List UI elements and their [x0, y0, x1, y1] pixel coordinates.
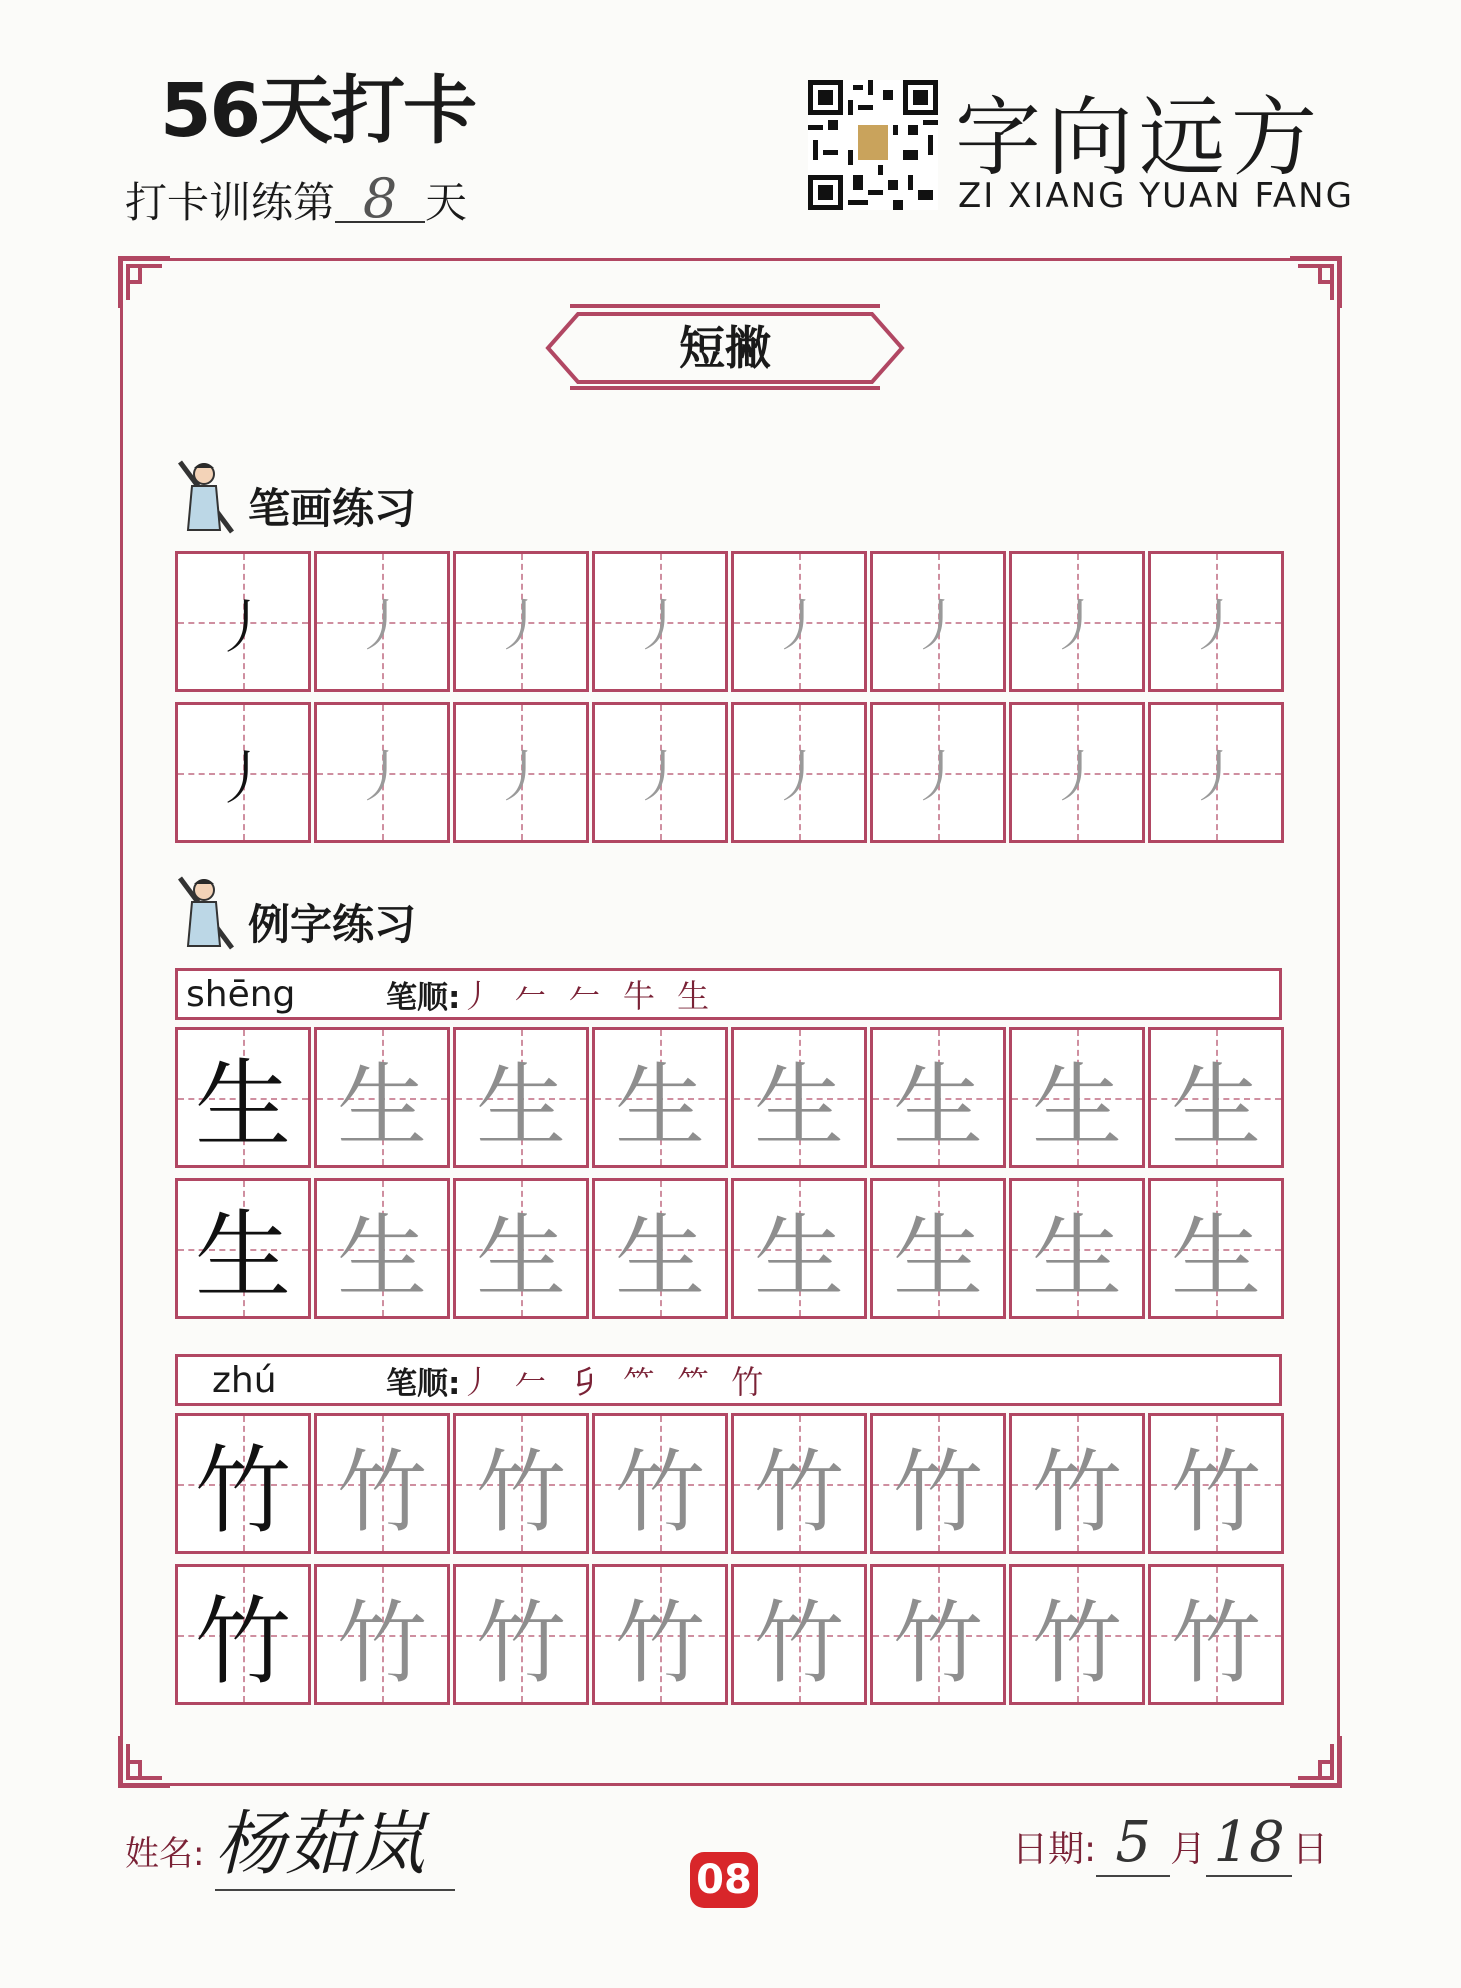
grid-cell [453, 1178, 589, 1319]
traced-stroke: 丿 [1049, 593, 1105, 659]
grid-cell [1009, 1178, 1145, 1319]
traced-char: 竹 [1032, 1590, 1122, 1696]
grid-cell [731, 1413, 867, 1554]
section-heading-characters: 例字练习 [248, 900, 417, 949]
grid-cell [453, 702, 589, 843]
grid-cell [1009, 702, 1145, 843]
lesson-title: 短撇 [679, 321, 771, 375]
student-name: 杨茹岚 [215, 1788, 455, 1891]
grid-cell [453, 1413, 589, 1554]
grid-cell [314, 1027, 450, 1168]
page-title: 56天打卡 [160, 68, 475, 154]
grid-cell [870, 1027, 1006, 1168]
traced-stroke: 丿 [910, 744, 966, 810]
grid-cell [592, 1413, 728, 1554]
grid-cell [314, 551, 450, 692]
grid-cell [175, 1178, 311, 1319]
grid-cell [453, 551, 589, 692]
day-suffix: 天 [425, 178, 468, 227]
traced-char: 生 [754, 1053, 844, 1159]
model-stroke: 丿 [213, 743, 272, 812]
traced-char: 生 [476, 1204, 566, 1310]
traced-char: 竹 [754, 1439, 844, 1545]
stroke-order: 丿 𠂉 𠂎 ⺮ ⺮ 竹 [460, 1363, 770, 1401]
pinyin: shēng [186, 973, 296, 1015]
char-grid-row [175, 1027, 1287, 1168]
grid-cell [592, 551, 728, 692]
traced-char: 生 [893, 1053, 983, 1159]
grid-cell [731, 702, 867, 843]
traced-char: 生 [893, 1204, 983, 1310]
grid-cell [870, 1564, 1006, 1705]
brand-subtitle: ZI XIANG YUAN FANG [958, 176, 1354, 216]
traced-char: 生 [476, 1053, 566, 1159]
traced-char: 竹 [476, 1439, 566, 1545]
grid-cell [175, 702, 311, 843]
model-char: 生 [195, 1049, 291, 1161]
grid-cell [314, 1413, 450, 1554]
grid-cell [1148, 1027, 1284, 1168]
traced-stroke: 丿 [771, 593, 827, 659]
grid-cell [870, 1413, 1006, 1554]
grid-cell [1009, 1413, 1145, 1554]
traced-stroke: 丿 [632, 593, 688, 659]
traced-char: 竹 [893, 1439, 983, 1545]
traced-char: 竹 [1171, 1590, 1261, 1696]
traced-char: 竹 [615, 1439, 705, 1545]
grid-cell [453, 1027, 589, 1168]
grid-cell [453, 1564, 589, 1705]
grid-cell [870, 702, 1006, 843]
month-unit: 月 [1170, 1829, 1207, 1870]
grid-cell [1148, 1413, 1284, 1554]
traced-char: 竹 [1032, 1439, 1122, 1545]
traced-char: 生 [337, 1053, 427, 1159]
day-value: 8 [335, 177, 425, 223]
corner-ornament-icon [114, 252, 176, 314]
grid-cell [592, 1178, 728, 1319]
corner-ornament-icon [1284, 252, 1346, 314]
day-unit: 日 [1292, 1829, 1329, 1870]
char-info-bar [175, 968, 1282, 1020]
scholar-figure-icon [174, 456, 236, 538]
model-char: 竹 [195, 1435, 291, 1547]
stroke-order: 丿 𠂉 𠂉 牛 生 [460, 977, 716, 1015]
traced-char: 竹 [615, 1590, 705, 1696]
grid-cell [1009, 1027, 1145, 1168]
grid-cell [870, 1178, 1006, 1319]
grid-cell [592, 1564, 728, 1705]
traced-char: 生 [615, 1053, 705, 1159]
grid-cell [731, 551, 867, 692]
grid-cell [731, 1178, 867, 1319]
traced-stroke: 丿 [493, 593, 549, 659]
traced-char: 竹 [754, 1590, 844, 1696]
grid-cell [314, 1178, 450, 1319]
traced-char: 竹 [1171, 1439, 1261, 1545]
stroke-order-label: 笔顺: [386, 1365, 461, 1402]
stroke-order-label: 笔顺: [386, 979, 461, 1016]
name-label: 姓名: [125, 1834, 205, 1874]
date-field [1012, 1810, 1328, 1877]
char-grid-row [175, 1564, 1287, 1705]
grid-cell [175, 551, 311, 692]
traced-char: 竹 [337, 1439, 427, 1545]
traced-char: 生 [1032, 1204, 1122, 1310]
traced-stroke: 丿 [632, 744, 688, 810]
grid-cell [1009, 1564, 1145, 1705]
traced-stroke: 丿 [1188, 593, 1244, 659]
corner-ornament-icon [114, 1730, 176, 1792]
grid-cell [1148, 551, 1284, 692]
stroke-grid-row-1 [175, 551, 1287, 692]
date-label: 日期: [1012, 1829, 1097, 1870]
grid-cell [592, 1027, 728, 1168]
grid-cell [175, 1413, 311, 1554]
model-char: 竹 [195, 1586, 291, 1698]
traced-stroke: 丿 [1049, 744, 1105, 810]
traced-char: 生 [1171, 1053, 1261, 1159]
scholar-figure-icon [174, 872, 236, 954]
traced-char: 生 [615, 1204, 705, 1310]
section-heading-strokes: 笔画练习 [248, 484, 417, 533]
grid-cell [1148, 702, 1284, 843]
pinyin: zhú [212, 1359, 277, 1401]
date-month: 5 [1096, 1810, 1170, 1877]
traced-char: 生 [1032, 1053, 1122, 1159]
grid-cell [592, 702, 728, 843]
model-char: 生 [195, 1200, 291, 1312]
traced-char: 竹 [476, 1590, 566, 1696]
char-grid-row [175, 1178, 1287, 1319]
corner-ornament-icon [1284, 1730, 1346, 1792]
grid-cell [175, 1027, 311, 1168]
grid-cell [314, 1564, 450, 1705]
traced-char: 生 [337, 1204, 427, 1310]
char-grid-row [175, 1413, 1287, 1554]
grid-cell [731, 1564, 867, 1705]
traced-stroke: 丿 [910, 593, 966, 659]
traced-stroke: 丿 [1188, 744, 1244, 810]
traced-stroke: 丿 [771, 744, 827, 810]
model-stroke: 丿 [213, 592, 272, 661]
grid-cell [1009, 551, 1145, 692]
traced-char: 生 [754, 1204, 844, 1310]
grid-cell [1148, 1178, 1284, 1319]
grid-cell [1148, 1564, 1284, 1705]
traced-char: 竹 [893, 1590, 983, 1696]
traced-stroke: 丿 [354, 744, 410, 810]
day-counter [125, 167, 468, 230]
brand-logo-text: 字向远方 [955, 88, 1323, 188]
traced-char: 生 [1171, 1204, 1261, 1310]
char-info-bar [175, 1354, 1282, 1406]
grid-cell [314, 702, 450, 843]
page-number-badge: 08 [690, 1852, 758, 1908]
date-day: 18 [1206, 1810, 1292, 1877]
traced-stroke: 丿 [493, 744, 549, 810]
grid-cell [870, 551, 1006, 692]
grid-cell [731, 1027, 867, 1168]
traced-char: 竹 [337, 1590, 427, 1696]
traced-stroke: 丿 [354, 593, 410, 659]
qr-code-icon [808, 80, 938, 210]
grid-cell [175, 1564, 311, 1705]
day-prefix: 打卡训练第 [125, 178, 336, 227]
stroke-grid-row-2 [175, 702, 1287, 843]
